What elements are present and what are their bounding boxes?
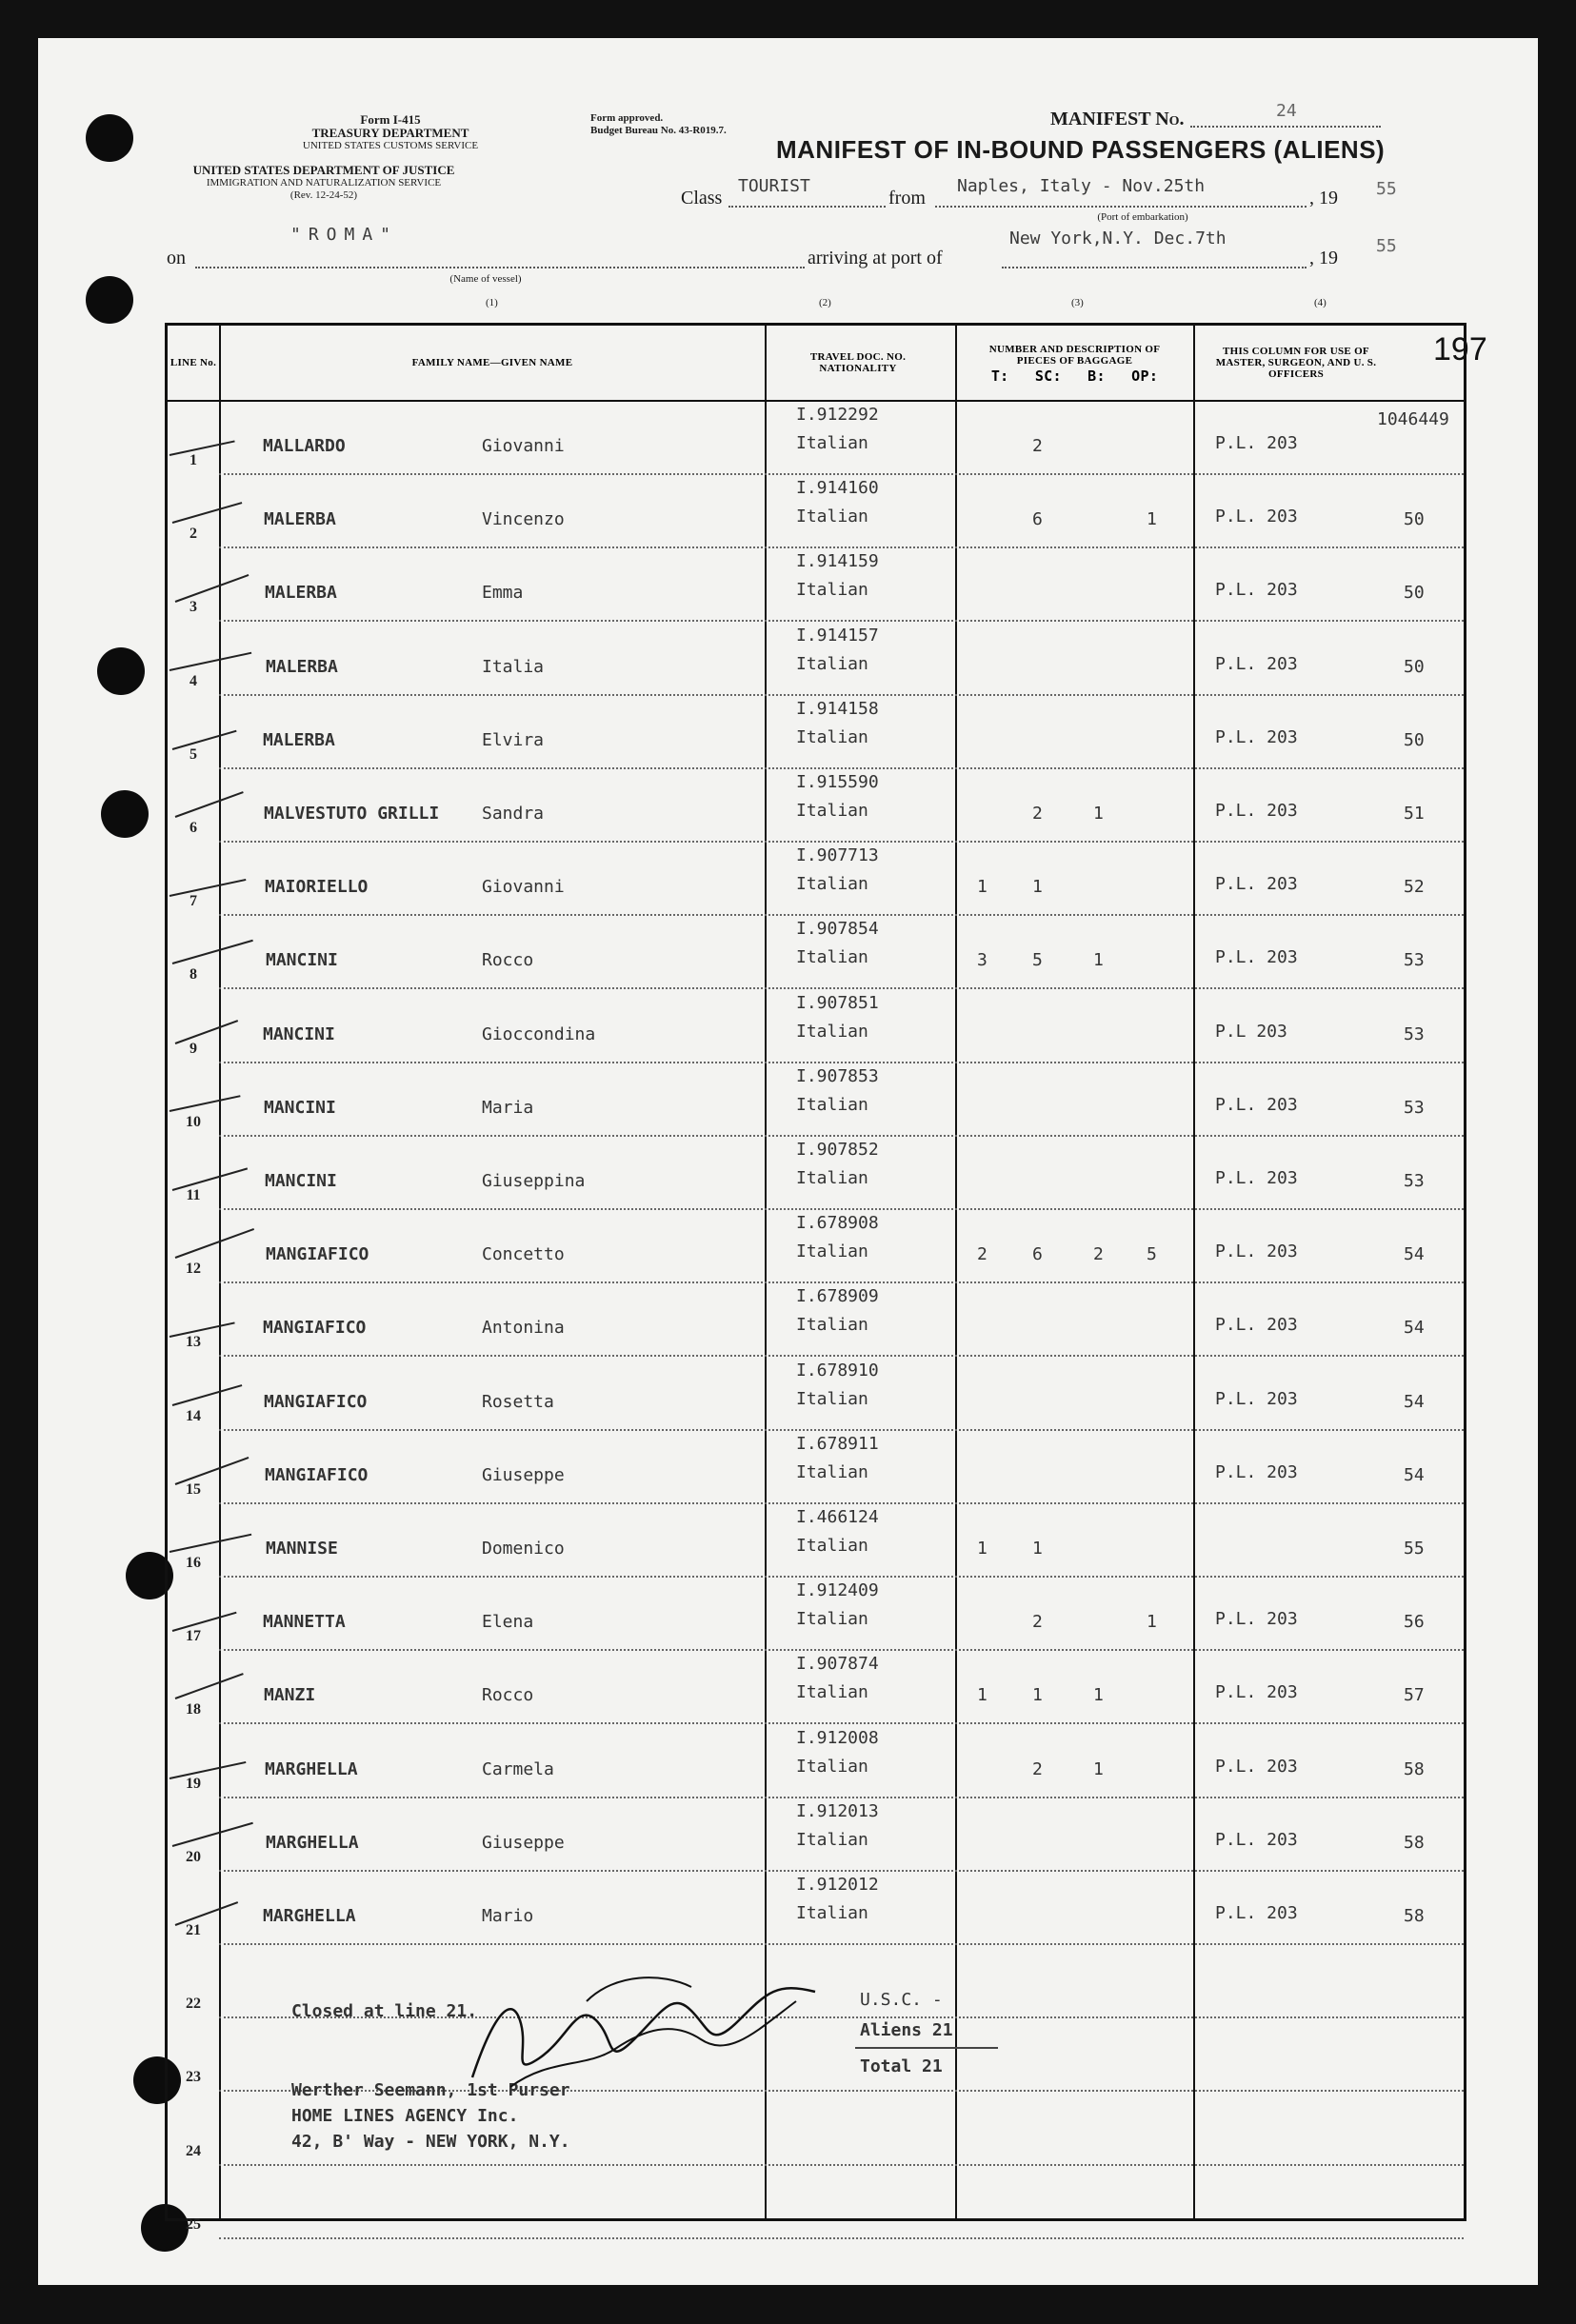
- officer-code: 50: [1404, 509, 1425, 530]
- table-row: [168, 1137, 1464, 1210]
- given-name: Giuseppina: [482, 1171, 586, 1191]
- family-name: MANGIAFICO: [266, 1244, 369, 1265]
- usc-count: U.S.C. -: [860, 1990, 943, 2010]
- customs-service: UNITED STATES CUSTOMS SERVICE: [302, 140, 479, 151]
- officer-code: 57: [1404, 1685, 1425, 1706]
- table-row: [168, 1504, 1464, 1578]
- public-law: P.L 203: [1215, 1021, 1287, 1042]
- family-name: MANCINI: [265, 1171, 337, 1191]
- class-value: TOURIST: [738, 176, 810, 196]
- line-number: 13: [186, 1334, 201, 1351]
- given-name: Italia: [482, 656, 545, 677]
- nationality: Italian: [796, 1682, 868, 1703]
- line-number: 9: [190, 1040, 197, 1057]
- arrival-year-label: , 19: [1309, 248, 1338, 268]
- given-name: Maria: [482, 1097, 534, 1118]
- check-mark: [172, 1822, 253, 1847]
- manifest-title: MANIFEST OF IN-BOUND PASSENGERS (ALIENS): [776, 135, 1386, 164]
- line-number: 16: [186, 1555, 201, 1571]
- public-law: P.L. 203: [1215, 874, 1298, 895]
- officer-code: 54: [1404, 1464, 1425, 1485]
- baggage-t: 1: [977, 877, 987, 898]
- punch-hole: [86, 276, 133, 324]
- aliens-count: Aliens 21: [860, 2020, 953, 2040]
- nationality: Italian: [796, 1168, 868, 1188]
- line-number: 23: [186, 2069, 201, 2086]
- family-name: MALERBA: [263, 729, 335, 750]
- line-number: 18: [186, 1701, 201, 1718]
- travel-doc-number: I.912013: [796, 1800, 879, 1821]
- column-number-3: (3): [1071, 297, 1084, 308]
- line-number: 20: [186, 1848, 201, 1865]
- arrival-year-value: 55: [1376, 236, 1397, 256]
- travel-doc-number: I.912012: [796, 1875, 879, 1895]
- baggage-b: 1: [1093, 804, 1104, 824]
- public-law: P.L. 203: [1215, 1315, 1298, 1336]
- header-baggage: [958, 326, 1191, 400]
- family-name: MARGHELLA: [265, 1758, 358, 1779]
- travel-doc-number: I.914159: [796, 551, 879, 572]
- from-line: [935, 206, 1307, 208]
- baggage-b: 1: [1093, 1758, 1104, 1779]
- manifest-number-line: [1190, 126, 1381, 128]
- nationality: Italian: [796, 874, 868, 895]
- public-law: P.L. 203: [1215, 726, 1298, 747]
- nationality: Italian: [796, 1315, 868, 1336]
- public-law: P.L. 203: [1215, 1903, 1298, 1923]
- header-travel-doc: TRAVEL DOC. NO. NATIONALITY: [809, 351, 907, 374]
- given-name: Elena: [482, 1612, 534, 1633]
- column-number-4: (4): [1314, 297, 1327, 308]
- nationality: Italian: [796, 726, 868, 747]
- purser-name: Werther Seemann, 1st Purser: [291, 2080, 570, 2100]
- family-name: MANZI: [264, 1685, 316, 1706]
- given-name: Emma: [482, 583, 524, 604]
- officer-code: 58: [1404, 1758, 1425, 1779]
- public-law: P.L. 203: [1215, 947, 1298, 968]
- line-number: 6: [190, 820, 197, 836]
- line-number: 15: [186, 1480, 201, 1498]
- baggage-sc: 5: [1032, 950, 1043, 971]
- form-number: Form I-415: [360, 112, 421, 127]
- table-row: [168, 1210, 1464, 1283]
- public-law: P.L. 203: [1215, 653, 1298, 674]
- public-law: P.L. 203: [1215, 1461, 1298, 1482]
- baggage-t: 2: [977, 1244, 987, 1265]
- baggage-sc: 2: [1032, 1612, 1043, 1633]
- check-mark: [170, 1534, 251, 1553]
- nationality: Italian: [796, 433, 868, 453]
- baggage-b: 1: [1093, 1685, 1104, 1706]
- line-number: 4: [190, 672, 197, 689]
- column-number-2: (2): [819, 297, 831, 308]
- given-name: Elvira: [482, 729, 545, 750]
- line-number: 17: [186, 1628, 201, 1645]
- line-number: 11: [186, 1187, 201, 1203]
- travel-doc-number: I.914157: [796, 625, 879, 646]
- family-name: MANCINI: [264, 1097, 336, 1118]
- given-name: Concetto: [482, 1244, 565, 1265]
- public-law: P.L. 203: [1215, 801, 1298, 821]
- table-row: [168, 1063, 1464, 1137]
- table-row: [168, 1283, 1464, 1357]
- line-number: 19: [186, 1775, 201, 1792]
- line-number: 1: [190, 452, 197, 468]
- check-mark: [175, 1673, 244, 1699]
- given-name: Antonina: [482, 1318, 565, 1339]
- travel-doc-number: I.914160: [796, 478, 879, 499]
- officer-code: 50: [1404, 583, 1425, 604]
- line-number: 14: [186, 1407, 201, 1424]
- given-name: Gioccondina: [482, 1023, 596, 1044]
- family-name: MALERBA: [266, 656, 338, 677]
- officer-code: 53: [1404, 1097, 1425, 1118]
- table-row: [168, 402, 1464, 475]
- nationality: Italian: [796, 1609, 868, 1630]
- public-law: P.L. 203: [1215, 433, 1298, 453]
- line-number: 10: [186, 1113, 201, 1130]
- officer-code: 54: [1404, 1244, 1425, 1265]
- family-name: MALERBA: [264, 509, 336, 530]
- manifest-sheet: [38, 38, 1538, 2285]
- public-law: P.L. 203: [1215, 1609, 1298, 1630]
- naturalization-service: IMMIGRATION AND NATURALIZATION SERVICE: [206, 177, 442, 189]
- nationality: Italian: [796, 580, 868, 601]
- given-name: Vincenzo: [482, 509, 565, 530]
- table-row: [168, 1578, 1464, 1651]
- officer-code: 51: [1404, 804, 1425, 824]
- arriving-line: [1002, 267, 1307, 268]
- footer-row: [168, 2093, 1464, 2166]
- given-name: Sandra: [482, 804, 545, 824]
- family-name: MANGIAFICO: [263, 1318, 367, 1339]
- given-name: Domenico: [482, 1539, 565, 1559]
- line-number: 24: [186, 2142, 201, 2159]
- travel-doc-number: I.912409: [796, 1580, 879, 1601]
- baggage-sc: 6: [1032, 1244, 1043, 1265]
- nationality: Italian: [796, 801, 868, 821]
- given-name: Rosetta: [482, 1391, 554, 1412]
- public-law: P.L. 203: [1215, 1829, 1298, 1850]
- officer-code: 53: [1404, 1171, 1425, 1191]
- budget-bureau: Budget Bureau No. 43-R019.7.: [590, 125, 727, 136]
- nationality: Italian: [796, 1388, 868, 1409]
- header-baggage-title: NUMBER AND DESCRIPTION OF PIECES OF BAGGAGE: [988, 344, 1161, 367]
- family-name: MAIORIELLO: [265, 877, 369, 898]
- table-row: [168, 769, 1464, 843]
- baggage-sc: 6: [1032, 509, 1043, 530]
- table-row: [168, 843, 1464, 916]
- baggage-t: 1: [977, 1539, 987, 1559]
- nationality: Italian: [796, 1536, 868, 1556]
- public-law: P.L. 203: [1215, 1168, 1298, 1188]
- baggage-sc: 2: [1032, 436, 1043, 456]
- officer-code: 50: [1404, 656, 1425, 677]
- line-number: 8: [190, 966, 197, 983]
- baggage-sc: 2: [1032, 1758, 1043, 1779]
- check-mark: [170, 651, 251, 670]
- given-name: Carmela: [482, 1758, 554, 1779]
- nationality: Italian: [796, 1461, 868, 1482]
- travel-doc-number: I.907874: [796, 1654, 879, 1675]
- officer-code: 53: [1404, 1023, 1425, 1044]
- check-mark: [175, 1228, 254, 1259]
- table-row: [168, 1798, 1464, 1872]
- travel-doc-number: I.678910: [796, 1360, 879, 1380]
- given-name: Rocco: [482, 1685, 534, 1706]
- year-label: , 19: [1309, 188, 1338, 209]
- manifest-number: 24: [1276, 101, 1297, 121]
- public-law: P.L. 203: [1215, 580, 1298, 601]
- given-name: Giuseppe: [482, 1832, 565, 1853]
- page-number: 197: [1433, 331, 1487, 367]
- public-law: P.L. 203: [1215, 1241, 1298, 1262]
- treasury-department: TREASURY DEPARTMENT: [311, 126, 469, 140]
- baggage-op: 5: [1147, 1244, 1157, 1265]
- given-name: Giovanni: [482, 436, 565, 456]
- table-row: [168, 696, 1464, 769]
- agency-name: HOME LINES AGENCY Inc.: [291, 2106, 519, 2126]
- punch-hole: [97, 647, 145, 695]
- embarkation-caption: (Port of embarkation): [1097, 211, 1188, 223]
- officer-code: 54: [1404, 1391, 1425, 1412]
- vessel-name: "ROMA": [290, 225, 399, 245]
- header-name: FAMILY NAME—GIVEN NAME: [411, 357, 573, 368]
- nationality: Italian: [796, 653, 868, 674]
- footer-row: [168, 2166, 1464, 2239]
- line-number: 3: [190, 599, 197, 616]
- line-number: 2: [190, 526, 197, 543]
- nationality: Italian: [796, 1829, 868, 1850]
- public-law: P.L. 203: [1215, 1388, 1298, 1409]
- check-mark: [172, 502, 243, 524]
- punch-hole: [86, 114, 133, 162]
- table-row: [168, 1431, 1464, 1504]
- officer-code: 56: [1404, 1612, 1425, 1633]
- family-name: MARGHELLA: [263, 1906, 356, 1926]
- nationality: Italian: [796, 1756, 868, 1777]
- given-name: Rocco: [482, 950, 534, 971]
- vessel-caption: (Name of vessel): [449, 273, 522, 285]
- nationality: Italian: [796, 1241, 868, 1262]
- line-number: 12: [186, 1261, 201, 1278]
- column-number-1: (1): [486, 297, 498, 308]
- baggage-sc: 1: [1032, 877, 1043, 898]
- form-approved: Form approved.: [590, 112, 664, 124]
- public-law: P.L. 203: [1215, 1756, 1298, 1777]
- vessel-line: [195, 267, 805, 268]
- officer-top-number: 1046449: [1377, 409, 1449, 429]
- totals-rule: [855, 2047, 998, 2049]
- row-divider: [219, 2237, 1464, 2239]
- nationality: Italian: [796, 1094, 868, 1115]
- passenger-table: [165, 323, 1466, 2233]
- given-name: Giovanni: [482, 877, 565, 898]
- travel-doc-number: I.907852: [796, 1140, 879, 1160]
- officer-code: 54: [1404, 1318, 1425, 1339]
- table-row: [168, 1358, 1464, 1431]
- given-name: Giuseppe: [482, 1464, 565, 1485]
- travel-doc-number: I.678908: [796, 1213, 879, 1234]
- nationality: Italian: [796, 1021, 868, 1042]
- baggage-sc: 2: [1032, 804, 1043, 824]
- travel-doc-number: I.907854: [796, 919, 879, 940]
- officer-code: 53: [1404, 950, 1425, 971]
- table-row: [168, 1725, 1464, 1798]
- travel-doc-number: I.907853: [796, 1065, 879, 1086]
- line-number: 5: [190, 745, 197, 763]
- header-line-no: LINE No.: [170, 357, 217, 368]
- public-law: P.L. 203: [1215, 1682, 1298, 1703]
- nationality: Italian: [796, 507, 868, 527]
- from-label: from: [888, 188, 926, 209]
- travel-doc-number: I.912008: [796, 1727, 879, 1748]
- family-name: MANCINI: [266, 950, 338, 971]
- officer-code: 55: [1404, 1539, 1425, 1559]
- nationality: Italian: [796, 947, 868, 968]
- family-name: MANCINI: [263, 1023, 335, 1044]
- total-count: Total 21: [860, 2056, 943, 2076]
- check-mark: [172, 1384, 243, 1406]
- year-value: 55: [1376, 179, 1397, 199]
- department-of-justice: UNITED STATES DEPARTMENT OF JUSTICE: [192, 163, 455, 177]
- officer-code: 50: [1404, 729, 1425, 750]
- travel-doc-number: I.678909: [796, 1286, 879, 1307]
- table-row: [168, 990, 1464, 1063]
- on-label: on: [167, 248, 186, 268]
- line-number: 7: [190, 893, 197, 910]
- punch-hole: [101, 790, 149, 838]
- travel-doc-number: I.907713: [796, 845, 879, 866]
- header-officers: THIS COLUMN FOR USE OF MASTER, SURGEON, AND U. S. OFFICERS: [1215, 346, 1377, 380]
- arrival-port: New York,N.Y. Dec.7th: [1009, 228, 1227, 248]
- baggage-b: 1: [1093, 950, 1104, 971]
- travel-doc-number: I.466124: [796, 1507, 879, 1527]
- table-row: [168, 1872, 1464, 1945]
- arriving-label: arriving at port of: [808, 248, 943, 268]
- travel-doc-number: I.915590: [796, 772, 879, 792]
- class-line: [728, 206, 886, 208]
- travel-doc-number: I.912292: [796, 405, 879, 425]
- table-row: [168, 916, 1464, 989]
- baggage-sc: 1: [1032, 1539, 1043, 1559]
- baggage-t: 1: [977, 1685, 987, 1706]
- baggage-op: 1: [1147, 1612, 1157, 1633]
- class-label: Class: [681, 188, 723, 209]
- table-row: [168, 1651, 1464, 1724]
- baggage-op: 1: [1147, 509, 1157, 530]
- closed-at-line: Closed at line 21.: [291, 2001, 478, 2021]
- header-baggage-sub: T: SC: B: OP:: [990, 367, 1159, 385]
- table-row: [168, 475, 1464, 548]
- embarkation-port: Naples, Italy - Nov.25th: [957, 176, 1206, 196]
- travel-doc-number: I.907851: [796, 992, 879, 1013]
- public-law: P.L. 203: [1215, 507, 1298, 527]
- line-number: 25: [186, 2215, 201, 2233]
- table-row: [168, 623, 1464, 696]
- agency-address: 42, B' Way - NEW YORK, N.Y.: [291, 2132, 570, 2152]
- manifest-number-label: MANIFEST No.: [1050, 109, 1185, 129]
- baggage-b: 2: [1093, 1244, 1104, 1265]
- family-name: MANGIAFICO: [265, 1464, 369, 1485]
- table-row: [168, 548, 1464, 622]
- travel-doc-number: I.914158: [796, 698, 879, 719]
- baggage-sc: 1: [1032, 1685, 1043, 1706]
- family-name: MANGIAFICO: [264, 1391, 368, 1412]
- handwritten-signature: [453, 1963, 853, 2096]
- family-name: MARGHELLA: [266, 1832, 359, 1853]
- officer-code: 58: [1404, 1832, 1425, 1853]
- revision-date: (Rev. 12-24-52): [289, 189, 358, 201]
- line-number: 21: [186, 1922, 201, 1938]
- public-law: P.L. 203: [1215, 1094, 1298, 1115]
- check-mark: [175, 791, 244, 818]
- baggage-t: 3: [977, 950, 987, 971]
- family-name: MANNISE: [266, 1539, 338, 1559]
- check-mark: [170, 1095, 241, 1112]
- family-name: MANNETTA: [263, 1612, 346, 1633]
- nationality: Italian: [796, 1903, 868, 1923]
- family-name: MALERBA: [265, 583, 337, 604]
- travel-doc-number: I.678911: [796, 1433, 879, 1454]
- given-name: Mario: [482, 1906, 534, 1926]
- line-number: 22: [186, 1996, 201, 2013]
- officer-code: 58: [1404, 1906, 1425, 1926]
- family-name: MALVESTUTO GRILLI: [264, 804, 440, 824]
- family-name: MALLARDO: [263, 436, 346, 456]
- officer-code: 52: [1404, 877, 1425, 898]
- check-mark: [172, 940, 253, 964]
